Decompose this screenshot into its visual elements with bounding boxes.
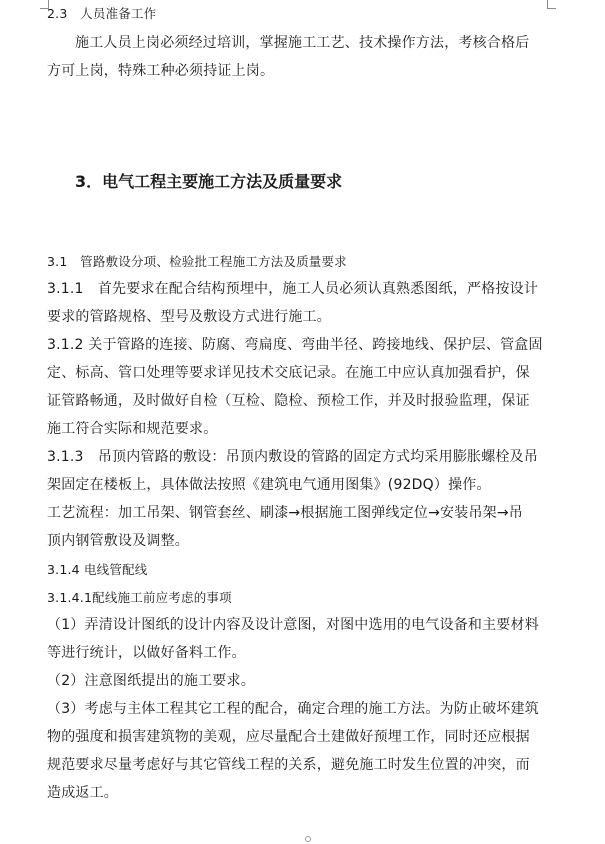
page-footer-mark — [305, 836, 311, 842]
page-corner-mark-right — [547, 0, 556, 9]
list-item-line: （2）注意图纸提出的施工要求。 — [47, 673, 255, 689]
list-item-line: （1）弄清设计图纸的设计内容及设计意图，对图中选用的电气设备和主要材料 — [47, 617, 539, 633]
list-item-line: 等进行统计，以做好备料工作。 — [47, 645, 246, 661]
paragraph-line: 3.1.2 关于管路的连接、防腐、弯扁度、弯曲半径、跨接地线、保护层、管盒固 — [47, 337, 543, 353]
list-item-line: 造成返工。 — [47, 785, 118, 801]
section-3-1-heading: 3.1 管路敷设分项、检验批工程施工方法及质量要求 — [47, 254, 347, 269]
paragraph-line: 证管路畅通，及时做好自检（互检、隐检、预检工作，并及时报验监理，保证 — [47, 393, 530, 409]
list-item-line: 物的强度和损害建筑物的美观，应尽量配合土建做好预埋工作，同时还应根据 — [47, 729, 530, 745]
paragraph-line: 施工符合实际和规范要求。 — [47, 421, 218, 437]
paragraph-line: 方可上岗，特殊工种必须持证上岗。 — [47, 63, 275, 79]
paragraph-line: 定、标高、管口处理等要求详见技术交底记录。在施工中应认真加强看护，保 — [47, 365, 530, 381]
paragraph-line: 施工人员上岗必须经过培训，掌握施工工艺、技术操作方法，考核合格后 — [75, 35, 530, 51]
paragraph-line: 3.1.1 首先要求在配合结构预埋中，施工人员必须认真熟悉图纸，严格按设计 — [47, 281, 539, 297]
paragraph-line: 要求的管路规格、型号及敷设方式进行施工。 — [47, 309, 331, 325]
list-item-line: 规范要求尽量考虑好与其它管线工程的关系，避免施工时发生位置的冲突，而 — [47, 757, 530, 773]
paragraph-line: 工艺流程：加工吊架、钢管套丝、刷漆→根据施工图弹线定位→安装吊架→吊 — [47, 505, 523, 521]
section-3-1-4-heading: 3.1.4 电线管配线 — [47, 562, 148, 577]
list-item-line: （3）考虑与主体工程其它工程的配合，确定合理的施工方法。为防止破坏建筑 — [47, 701, 539, 717]
section-3-heading: 3．电气工程主要施工方法及质量要求 — [75, 172, 343, 191]
section-3-1-4-1-heading: 3.1.4.1配线施工前应考虑的事项 — [47, 590, 232, 605]
section-2-3-heading: 2.3 人员准备工作 — [47, 6, 157, 21]
paragraph-line: 架固定在楼板上，具体做法按照《建筑电气通用图集》(92DQ）操作。 — [47, 477, 491, 493]
paragraph-line: 顶内钢管敷设及调整。 — [47, 533, 189, 549]
paragraph-line: 3.1.3 吊顶内管路的敷设：吊顶内敷设的管路的固定方式均采用膨胀螺栓及吊 — [47, 449, 539, 465]
